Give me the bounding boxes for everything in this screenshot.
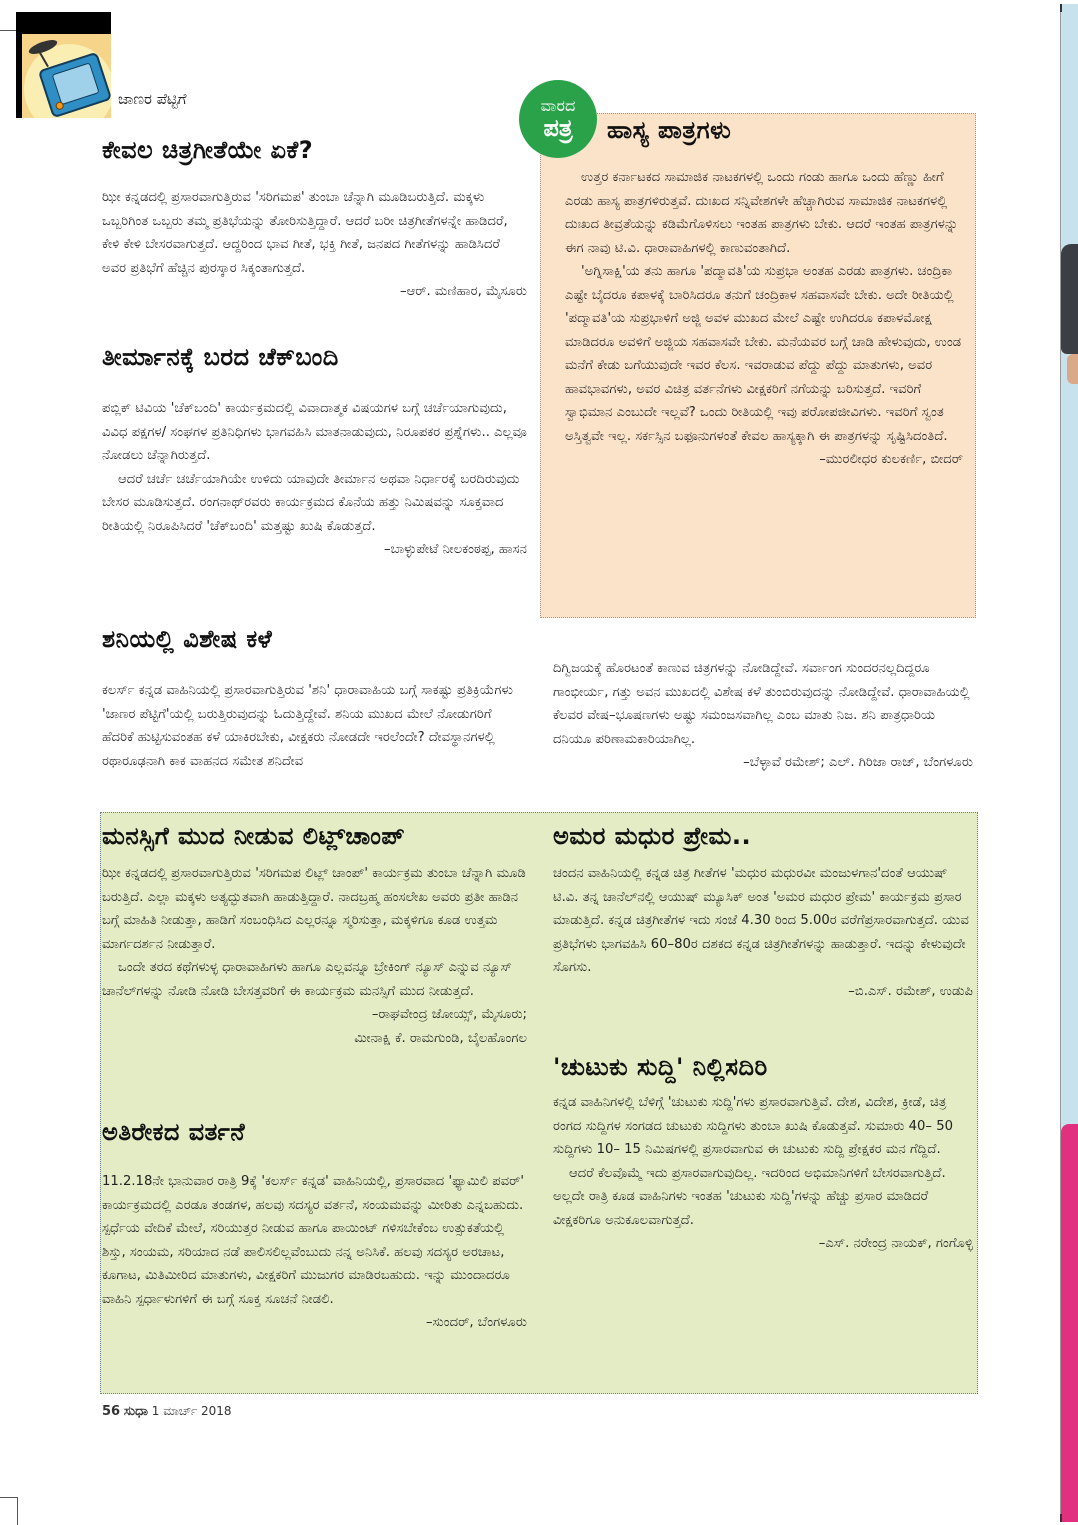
byline: –ಬೆಳ್ಳಾವೆ ರಮೇಶ್; ಎಲ್. ಗಿರಿಜಾ ರಾಜ್, ಬೆಂಗಳೂರು <box>743 755 973 770</box>
article-body <box>102 1170 527 1335</box>
paragraph: ಪಬ್ಲಿಕ್ ಟಿವಿಯ 'ಚೆಕ್‌ಬಂದಿ' ಕಾರ್ಯಕ್ರಮದಲ್ಲಿ ವಿವಾದಾತ್ಮಕ ವಿಷಯಗಳ ಬಗ್ಗೆ ಚರ್ಚೆಯಾಗುವುದು, ವಿವಿಧ ಪಕ್ಷಗಳ/ ಸಂಘಗಳ ಪ್ರತಿನಿಧಿಗಳು ಭಾಗವಹಿಸಿ ಮಾತನಾಡುವುದು, ನಿರೂಪಕರ ಪ್ರಶ್ನೆಗಳು.. ಎಲ್ಲವೂ ನೋಡಲು ಚೆನ್ನಾಗಿರುತ್ತದೆ. <box>102 401 527 463</box>
magazine-name: ಸುಧಾ <box>123 1404 148 1419</box>
byline: –ಸುಂದರ್, ಬೆಂಗಳೂರು <box>425 1315 527 1330</box>
page-footer <box>102 1404 232 1419</box>
byline: ಮೀನಾಕ್ಷಿ ಕೆ. ರಾಮಗುಂಡಿ, ಬೈಲಹೊಂಗಲ <box>354 1030 527 1046</box>
paragraph: ದಿಗ್ವಿಜಯಕ್ಕೆ ಹೊರಟಂತೆ ಕಾಣುವ ಚಿತ್ರಗಳನ್ನು ನೋಡಿದ್ದೇವೆ. ಸರ್ವಾಂಗ ಸುಂದರನಲ್ಲದಿದ್ದರೂ ಗಾಂಭೀರ್ಯ, ಗತ್ತು ಅವನ ಮುಖದಲ್ಲಿ ವಿಶೇಷ ಕಳೆ ತುಂಬಿರುವುದನ್ನು ನೋಡಿದ್ದೇವೆ. ಧಾರಾವಾಹಿಯಲ್ಲಿ ಕೆಲವರ ವೇಷ–ಭೂಷಣಗಳು ಅಷ್ಟು ಸಮಂಜಸವಾಗಿಲ್ಲ ಎಂಬ ಮಾತು ನಿಜ. ಶನಿ ಪಾತ್ರಧಾರಿಯ ದನಿಯೂ ಪರಿಣಾಮಕಾರಿಯಾಗಿಲ್ಲ. <box>553 661 970 747</box>
article-body <box>102 186 527 304</box>
byline: –ರಾಘವೇಂದ್ರ ಜೋಯ್ಸ್, ಮೈಸೂರು; <box>371 1007 527 1022</box>
article-2 <box>102 343 527 562</box>
article-3 <box>102 625 527 773</box>
green-article-2 <box>102 1118 527 1335</box>
paragraph: ಆದರೆ ಕೆಲವೊಮ್ಮೆ ಇದು ಪ್ರಸಾರವಾಗುವುದಿಲ್ಲ. ಇದರಿಂದ ಅಭಿಮಾನಿಗಳಿಗೆ ಬೇಸರವಾಗುತ್ತಿದೆ. ಅಲ್ಲದೇ ರಾತ್ರಿ ಕೂಡ ವಾಹಿನಿಗಳು ಇಂತಹ 'ಚುಟುಕು ಸುದ್ದಿ'ಗಳನ್ನು ಹೆಚ್ಚು ಪ್ರಸಾರ ಮಾಡಿದರೆ ವೀಕ್ಷಕರಿಗೂ ಅನುಕೂಲವಾಗುತ್ತದೆ. <box>553 1165 946 1228</box>
paragraph: ಒಂದೇ ತರದ ಕಥೆಗಳುಳ್ಳ ಧಾರಾವಾಹಿಗಳು ಹಾಗೂ ಎಲ್ಲವನ್ನೂ ಬ್ರೇಕಿಂಗ್ ನ್ಯೂಸ್ ಎನ್ನುವ ನ್ಯೂಸ್ ಚಾನೆಲ್‌ಗಳನ್ನು ನೋಡಿ ನೋಡಿ ಬೇಸತ್ತವರಿಗೆ ಈ ಕಾರ್ಯಕ್ರಮ ಮನಸ್ಸಿಗೆ ಮುದ ನೀಡುತ್ತದೆ. <box>102 960 512 999</box>
paragraph: ಆದರೆ ಚರ್ಚೆ ಚರ್ಚೆಯಾಗಿಯೇ ಉಳಿದು ಯಾವುದೇ ತೀರ್ಮಾನ ಅಥವಾ ನಿರ್ಧಾರಕ್ಕೆ ಬರದಿರುವುದು ಬೇಸರ ಮೂಡಿಸುತ್ತದೆ. ರಂಗನಾಥ್‌ರವರು ಕಾರ್ಯಕ್ರಮದ ಕೊನೆಯ ಹತ್ತು ನಿಮಿಷವನ್ನು ಸೂಕ್ತವಾದ ರೀತಿಯಲ್ಲಿ ನಿರೂಪಿಸಿದರೆ 'ಚೆಕ್‌ಬಂದಿ' ಮತ್ತಷ್ಟು ಖುಷಿ ಕೊಡುತ್ತದೆ. <box>102 471 520 534</box>
article-body <box>553 862 973 1003</box>
article-headline: ಶನಿಯಲ್ಲಿ ವಿಶೇಷ ಕಳೆ <box>102 625 273 653</box>
byline: –ಎಸ್. ನರೇಂದ್ರ ನಾಯಕ್, ಗಂಗೊಳ್ಳಿ <box>818 1236 973 1251</box>
badge-line-1: ವಾರದ <box>540 96 576 115</box>
crop-mark <box>1060 1514 1062 1522</box>
paragraph: ಉತ್ತರ ಕರ್ನಾಟಕದ ಸಾಮಾಜಿಕ ನಾಟಕಗಳಲ್ಲಿ ಒಂದು ಗಂಡು ಹಾಗೂ ಒಂದು ಹೆಣ್ಣು ಹೀಗೆ ಎರಡು ಹಾಸ್ಯ ಪಾತ್ರಗಳಿರುತ್ತವೆ. ದುಃಖದ ಸನ್ನಿವೇಶಗಳೇ ಹೆಚ್ಚಾಗಿರುವ ಸಾಮಾಜಿಕ ನಾಟಕಗಳಲ್ಲಿ ದುಃಖದ ತೀವ್ರತೆಯನ್ನು ಕಡಿಮೆಗೊಳಿಸಲು ಇಂತಹ ಪಾತ್ರಗಳು ಬೇಕು. ಆದರೆ ಇಂತಹ ಪಾತ್ರಗಳನ್ನು ಈಗ ನಾವು ಟಿ.ವಿ. ಧಾರಾವಾಹಿಗಳಲ್ಲಿ ಕಾಣುವಂತಾಗಿದೆ. <box>565 170 959 256</box>
paragraph: ಝೀ ಕನ್ನಡದಲ್ಲಿ ಪ್ರಸಾರವಾಗುತ್ತಿರುವ 'ಸರಿಗಮಪ ಲಿಟ್ಲ್ ಚಾಂಪ್' ಕಾರ್ಯಕ್ರಮ ತುಂಬಾ ಚೆನ್ನಾಗಿ ಮೂಡಿ ಬರುತ್ತಿದೆ. ಎಲ್ಲಾ ಮಕ್ಕಳು ಅತ್ಯದ್ಭುತವಾಗಿ ಹಾಡುತ್ತಿದ್ದಾರೆ. ನಾದಬ್ರಹ್ಮ ಹಂಸಲೇಖ ಅವರು ಪ್ರತೀ ಹಾಡಿನ ಬಗ್ಗೆ ಮಾಹಿತಿ ನೀಡುತ್ತಾ, ಹಾಡಿಗೆ ಸಂಬಂಧಿಸಿದ ಎಲ್ಲರನ್ನೂ ಸ್ಮರಿಸುತ್ತಾ, ಮಕ್ಕಳಿಗೂ ಕೂಡ ಉತ್ತಮ ಮಾರ್ಗದರ್ಶನ ನೀಡುತ್ತಾರೆ. <box>102 866 526 952</box>
byline: –ಆರ್. ಮಣಿಹಾರ, ಮೈಸೂರು <box>400 284 527 299</box>
weekly-letter-title-wrap <box>607 116 731 144</box>
article-body <box>102 397 527 562</box>
paragraph: ಕನ್ನಡ ವಾಹಿನಿಗಳಲ್ಲಿ ಬೆಳಿಗ್ಗೆ 'ಚುಟುಕು ಸುದ್ದಿ'ಗಳು ಪ್ರಸಾರವಾಗುತ್ತಿವೆ. ದೇಶ, ವಿದೇಶ, ಕ್ರೀಡೆ, ಚಿತ್ರ ರಂಗದ ಸುದ್ದಿಗಳ ಸಂಗಡದ ಚುಟುಕು ಸುದ್ದಿಗಳು ತುಂಬಾ ಖುಷಿ ಕೊಡುತ್ತವೆ. ಸುಮಾರು 40– 50 ಸುದ್ದಿಗಳು 10– 15 ನಿಮಿಷಗಳಲ್ಲಿ ಪ್ರಸಾರವಾಗುವ ಈ ಚುಟುಕು ಸುದ್ದಿ ಪ್ರೇಕ್ಷಕರ ಮನ ಗೆದ್ದಿದೆ. <box>553 1095 953 1157</box>
byline: –ಬಿ.ಎಸ್. ರಮೇಶ್, ಉಡುಪಿ <box>848 983 973 999</box>
paragraph: 11.2.18ನೇ ಭಾನುವಾರ ರಾತ್ರಿ 9ಕ್ಕೆ 'ಕಲರ್ಸ್ ಕನ್ನಡ' ವಾಹಿನಿಯಲ್ಲಿ, ಪ್ರಸಾರವಾದ 'ಫ್ಯಾಮಿಲಿ ಪವರ್' ಕಾರ್ಯಕ್ರಮದಲ್ಲಿ ಎರಡೂ ತಂಡಗಳ, ಹಲವು ಸದಸ್ಯರ ವರ್ತನೆ, ಸಂಯಮವನ್ನು ಮೀರಿತು ಎನ್ನಬಹುದು. ಸ್ಪರ್ಧೆಯ ವೇದಿಕೆ ಮೇಲೆ, ಸರಿಯುತ್ತರ ನೀಡುವ ಹಾಗೂ ಪಾಯಿಂಟ್ ಗಳಿಸಬೇಕೆಂಬ ಉತ್ಸುಕತೆಯಲ್ಲಿ ಶಿಸ್ತು, ಸಂಯಮ, ಸರಿಯಾದ ನಡೆ ಪಾಲಿಸಲಿಲ್ಲವೆಂಬುದು ನನ್ನ ಅನಿಸಿಕೆ. ಹಲವು ಸದಸ್ಯರ ಅರಚಾಟ, ಕೂಗಾಟ, ಮಿತಿಮೀರಿದ ಮಾತುಗಳು, ವೀಕ್ಷಕರಿಗೆ ಮುಜುಗರ ಮಾಡಿರಬಹುದು. ಇನ್ನು ಮುಂದಾದರೂ ವಾಹಿನಿ ಸ್ಪರ್ಧಾಳುಗಳಿಗೆ ಈ ಬಗ್ಗೆ ಸೂಕ್ತ ಸೂಚನೆ ನೀಡಲಿ. <box>102 1174 525 1307</box>
article-headline: ಮನಸ್ಸಿಗೆ ಮುದ ನೀಡುವ ಲಿಟ್ಲ್‌ಚಾಂಪ್ <box>102 822 406 850</box>
weekly-letter-headline: ಹಾಸ್ಯ ಪಾತ್ರಗಳು <box>607 116 732 144</box>
green-article-4 <box>553 1053 973 1256</box>
crop-mark <box>0 1497 17 1498</box>
tv-icon <box>16 12 111 118</box>
article-headline: ಅಮರ ಮಧುರ ಪ್ರೇಮ.. <box>553 822 752 850</box>
byline: –ಬಾಳ್ಳುಪೇಟೆ ನೀಲಕಂಠಪ್ಪ, ಹಾಸನ <box>384 542 527 557</box>
tv-icon-background <box>22 34 111 118</box>
green-article-3 <box>553 822 973 1003</box>
page-number: 56 <box>102 1404 121 1419</box>
article-body <box>102 679 527 773</box>
article-headline: ಕೇವಲ ಚಿತ್ರಗೀತೆಯೇ ಏಕೆ? <box>102 136 314 164</box>
paragraph: ಚಂದನ ವಾಹಿನಿಯಲ್ಲಿ ಕನ್ನಡ ಚಿತ್ರ ಗೀತೆಗಳ 'ಮಧುರ ಮಧುರವೀ ಮಂಜುಳಗಾನ'ದಂತೆ ಆಯುಷ್ ಟಿ.ವಿ. ತನ್ನ ಚಾನೆಲ್‌ನಲ್ಲಿ ಆಯುಷ್ ಮ್ಯೂಸಿಕ್ ಅಂತ 'ಅಮರ ಮಧುರ ಪ್ರೇಮ' ಕಾರ್ಯಕ್ರಮ ಪ್ರಸಾರ ಮಾಡುತ್ತಿದೆ. ಕನ್ನಡ ಚಿತ್ರಗೀತೆಗಳ ಇದು ಸಂಜೆ 4.30 ರಿಂದ 5.00ರ ವರೆಗೆಪ್ರಸಾರವಾಗುತ್ತದೆ. ಯುವ ಪ್ರತಿಭೆಗಳು ಭಾಗವಹಿಸಿ 60–80ರ ದಶಕದ ಕನ್ನಡ ಚಿತ್ರಗೀತೆಗಳನ್ನು ಹಾಡುತ್ತಾರೆ. ಇದನ್ನು ಕೇಳುವುದೇ ಸೊಗಸು. <box>553 866 969 975</box>
article-headline: ತೀರ್ಮಾನಕ್ಕೆ ಬರದ ಚೆಕ್‌ಬಂದಿ <box>102 343 339 371</box>
badge-line-2: ಪತ್ರ <box>543 114 573 142</box>
section-tag: ಜಾಣರ ಪೆಟ್ಟಿಗೆ <box>118 90 187 108</box>
article-body <box>102 862 527 1050</box>
crop-mark <box>1060 4 1062 12</box>
article-body <box>553 1091 973 1256</box>
weekly-letter-badge <box>519 80 597 158</box>
crop-mark <box>0 30 17 31</box>
paragraph: ಝೀ ಕನ್ನಡದಲ್ಲಿ ಪ್ರಸಾರವಾಗುತ್ತಿರುವ 'ಸರಿಗಮಪ' ತುಂಬಾ ಚೆನ್ನಾಗಿ ಮೂಡಿಬರುತ್ತಿದೆ. ಮಕ್ಕಳು ಒಬ್ಬರಿಗಿಂತ ಒಬ್ಬರು ತಮ್ಮ ಪ್ರತಿಭೆಯನ್ನು ತೋರಿಸುತ್ತಿದ್ದಾರೆ. ಆದರೆ ಬರೀ ಚಿತ್ರಗೀತೆಗಳನ್ನೇ ಹಾಡಿದರೆ, ಕೇಳಿ ಕೇಳಿ ಬೇಸರವಾಗುತ್ತದೆ. ಆದ್ದರಿಂದ ಭಾವ ಗೀತೆ, ಭಕ್ತಿ ಗೀತೆ, ಜನಪದ ಗೀತೆಗಳನ್ನು ಹಾಡಿಸಿದರೆ ಅವರ ಪ್ರತಿಭೆಗೆ ಹೆಚ್ಚಿನ ಪುರಸ್ಕಾರ ಸಿಕ್ಕಂತಾಗುತ್ತದೆ. <box>102 190 508 276</box>
issue-date: 1 ಮಾರ್ಚ್ 2018 <box>151 1404 232 1418</box>
article-3-continuation <box>553 657 973 775</box>
article-1 <box>102 136 527 304</box>
byline: –ಮುರಲೀಧರ ಕುಲಕರ್ಣಿ, ಬೀದರ್ <box>819 452 963 467</box>
adjacent-page-photo <box>1060 4 1078 1522</box>
article-headline: ಅತಿರೇಕದ ವರ್ತನೆ <box>102 1118 246 1146</box>
paragraph: 'ಅಗ್ನಿಸಾಕ್ಷಿ'ಯ ತನು ಹಾಗೂ 'ಪದ್ಮಾವತಿ'ಯ ಸುಪ್ರಭಾ ಅಂತಹ ಎರಡು ಪಾತ್ರಗಳು. ಚಂದ್ರಿಕಾ ಎಷ್ಟೇ ಬೈದರೂ ಕಪಾಳಕ್ಕೆ ಬಾರಿಸಿದರೂ ತನುಗೆ ಚಂದ್ರಿಕಾಳ ಸಹವಾಸವೇ ಬೇಕು. ಅದೇ ರೀತಿಯಲ್ಲಿ 'ಪದ್ಮಾವತಿ'ಯ ಸುಪ್ರಭಾಳಿಗೆ ಅಜ್ಜಿ ಅವಳ ಮುಖದ ಮೇಲೆ ಎಷ್ಟೇ ಉಗಿದರೂ ಕಪಾಳಮೋಕ್ಷ ಮಾಡಿದರೂ ಅವಳಿಗೆ ಅಜ್ಜಿಯ ಸಹವಾಸವೇ ಬೇಕು. ಮನೆಯವರ ಬಗ್ಗೆ ಚಾಡಿ ಹೇಳುವುದು, ಉಂಡ ಮನೆಗೆ ಕೇಡು ಬಗೆಯುವುದೇ ಇವರ ಕೆಲಸ. ಇವರಾಡುವ ಪೆದ್ದು ಪೆದ್ದು ಮಾತುಗಳು, ಅವರ ಹಾವಭಾವಗಳು, ಅವರ ವಿಚಿತ್ರ ವರ್ತನೆಗಳು ವೀಕ್ಷಕರಿಗೆ ನಗೆಯನ್ನು ಬರಿಸುತ್ತದೆ. ಇವರಿಗೆ ಸ್ವಾಭಿಮಾನ ಎಂಬುದೇ ಇಲ್ಲವೆ? ಒಂದು ರೀತಿಯಲ್ಲಿ ಇವು ಪರೋಪಜೀವಿಗಳು. ಇವರಿಗೆ ಸ್ವಂತ ಅಸ್ತಿತ್ವವೇ ಇಲ್ಲ. ಸರ್ಕಸ್ಸಿನ ಬಫೂನುಗಳಂತೆ ಕೇವಲ ಹಾಸ್ಯಕ್ಕಾಗಿ ಈ ಪಾತ್ರಗಳನ್ನು ಸೃಷ್ಟಿಸಿದಂತಿದೆ. <box>565 264 962 444</box>
paragraph: ಕಲರ್ಸ್ ಕನ್ನಡ ವಾಹಿನಿಯಲ್ಲಿ ಪ್ರಸಾರವಾಗುತ್ತಿರುವ 'ಶನಿ' ಧಾರಾವಾಹಿಯ ಬಗ್ಗೆ ಸಾಕಷ್ಟು ಪ್ರತಿಕ್ರಿಯೆಗಳು 'ಜಾಣರ ಪೆಟ್ಟಿಗೆ'ಯಲ್ಲಿ ಬರುತ್ತಿರುವುದನ್ನು ಓದುತ್ತಿದ್ದೇವೆ. ಶನಿಯ ಮುಖದ ಮೇಲೆ ನೋಡುಗರಿಗೆ ಹೆದರಿಕೆ ಹುಟ್ಟಿಸುವಂತಹ ಕಳೆ ಯಾಕಿರಬೇಕು, ವೀಕ್ಷಕರು ನೋಡದೇ ಇರಲೆಂದೇ? ದೇವಸ್ಥಾನಗಳಲ್ಲಿ ರಥಾರೂಢನಾಗಿ ಕಾಕ ವಾಹನದ ಸಮೇತ ಶನಿದೇವ <box>102 683 513 769</box>
article-headline: 'ಚುಟುಕು ಸುದ್ದಿ' ನಿಲ್ಲಿಸದಿರಿ <box>553 1053 768 1081</box>
crop-mark <box>17 1497 18 1525</box>
weekly-letter-body <box>565 166 963 472</box>
green-article-1 <box>102 822 527 1050</box>
